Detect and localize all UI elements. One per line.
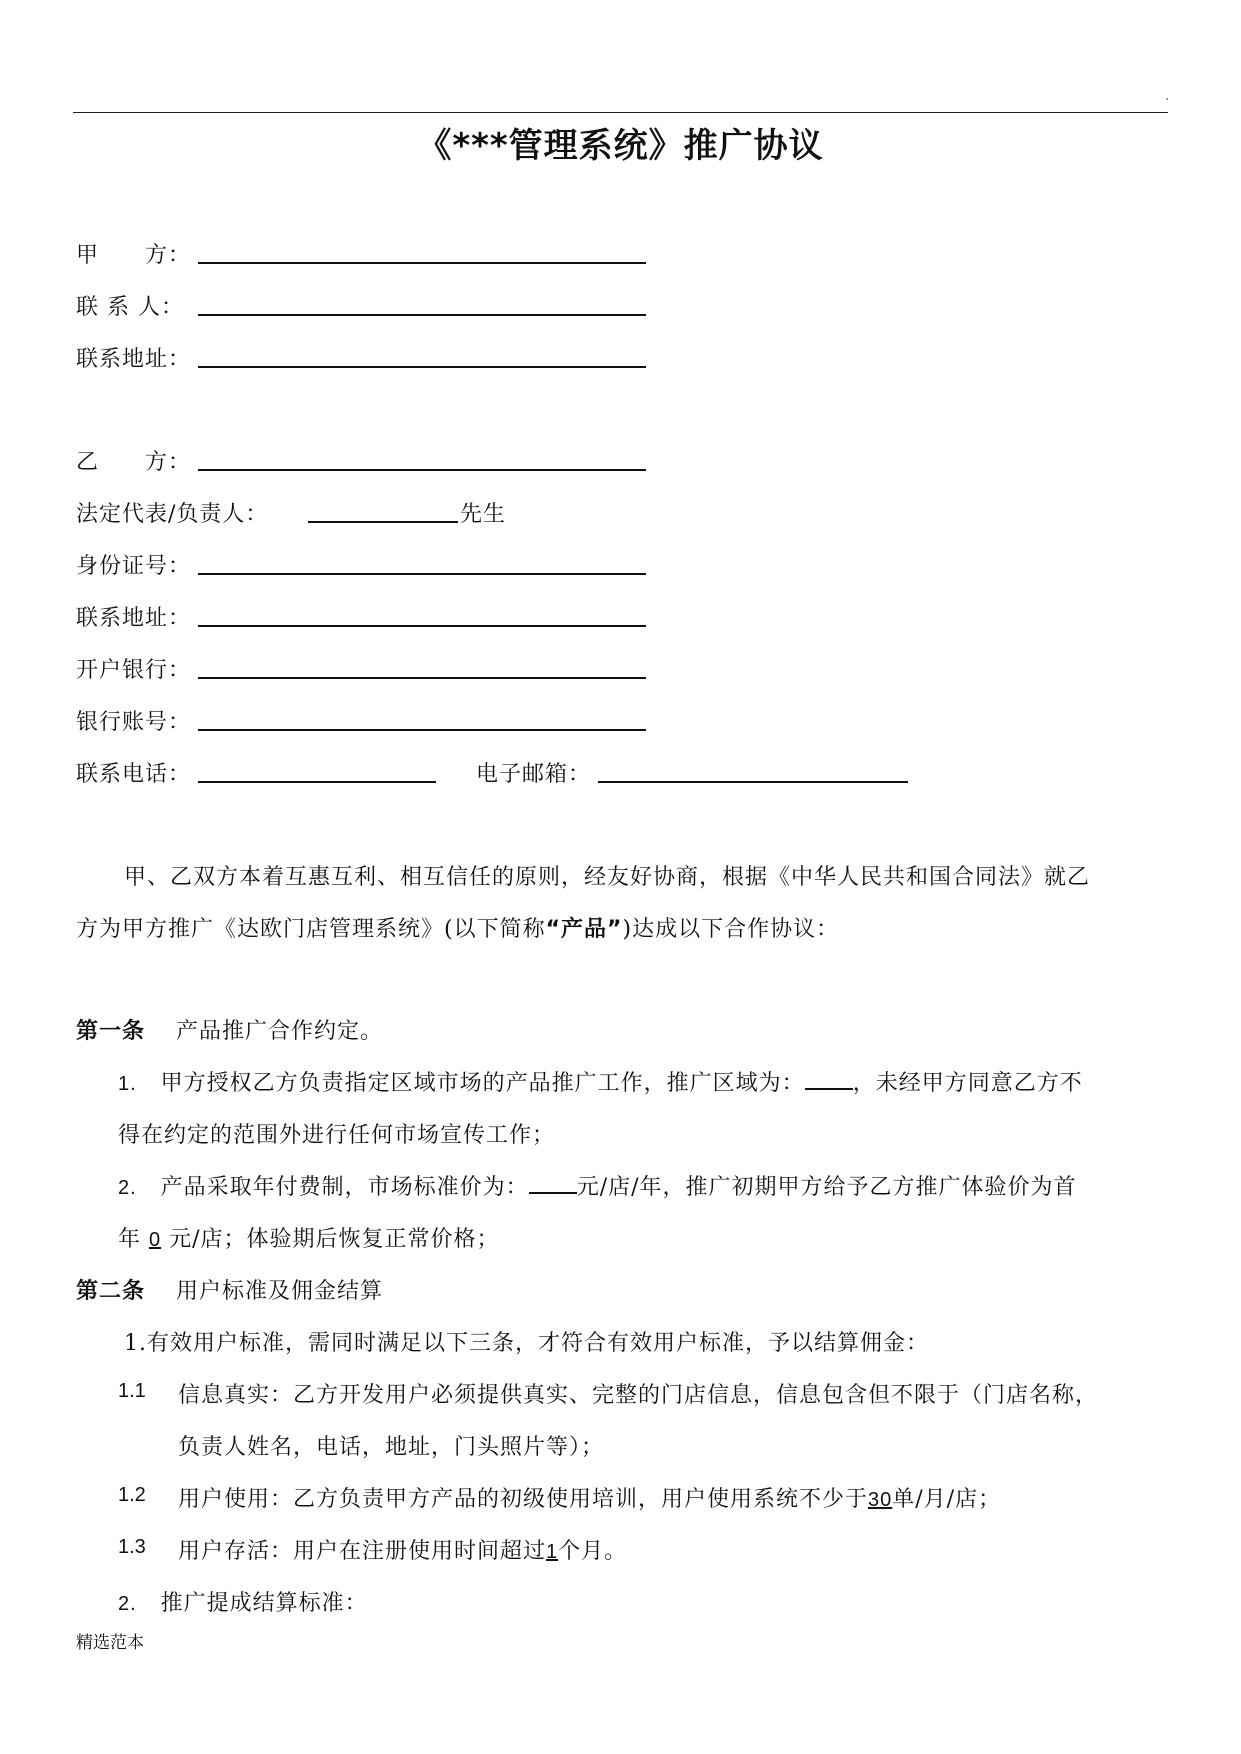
party-b-rep-label: 法定代表/负责人： <box>76 502 269 527</box>
party-b-rep-field[interactable] <box>308 521 458 523</box>
article-1-item-1-b: ，未经甲方同意乙方不 <box>852 1071 1083 1096</box>
party-b-name-field[interactable] <box>198 469 646 471</box>
article-2-item-1-3-b: 个月。 <box>558 1539 628 1564</box>
party-a-contact-field[interactable] <box>198 314 646 316</box>
article-2-item-1-2-num: 1.2 <box>118 1484 146 1506</box>
party-b-phone-field[interactable] <box>198 781 436 783</box>
document-title: 《***管理系统》推广协议 <box>417 126 824 166</box>
article-1-item-2-line-2-b: 元/店；体验期后恢复正常价格； <box>169 1227 500 1252</box>
article-2-sub-2-num: 2. <box>118 1593 137 1615</box>
article-2-item-1-1-line-1: 信息真实：乙方开发用户必须提供真实、完整的门店信息，信息包含但不限于（门店名称， <box>178 1383 1099 1408</box>
party-b-id-field[interactable] <box>198 573 646 575</box>
party-a-address-label: 联系地址： <box>76 347 192 372</box>
party-a-address-field[interactable] <box>198 366 646 368</box>
party-b-bank-label: 开户银行： <box>76 658 192 683</box>
article-1-item-2-b: 元/店/年，推广初期甲方给予乙方推广体验价为首 <box>576 1175 1077 1200</box>
header-dot: . <box>1165 88 1170 104</box>
party-a-name-label: 甲 方： <box>76 243 192 268</box>
article-2-sub-1: 1.有效用户标准，需同时满足以下三条，才符合有效用户标准，予以结算佣金： <box>124 1331 929 1356</box>
article-2-item-1-2 <box>178 1482 1001 1513</box>
party-b-name-label: 乙 方： <box>76 450 192 475</box>
trial-price-value: 0 <box>149 1229 162 1251</box>
article-1-item-1-line-2: 得在约定的范围外进行任何市场宣传工作； <box>118 1123 556 1148</box>
intro-line-2 <box>76 912 839 943</box>
article-1-heading: 第一条 <box>76 1019 146 1044</box>
article-2-item-1-3-num: 1.3 <box>118 1536 146 1558</box>
article-1-title: 产品推广合作约定。 <box>176 1019 384 1044</box>
article-1-item-2-line-2-a: 年 <box>118 1227 142 1252</box>
party-b-address-label: 联系地址： <box>76 606 192 631</box>
article-2-item-1-3-a: 用户存活：用户在注册使用时间超过 <box>178 1539 547 1564</box>
article-1-item-2-a: 产品采取年付费制，市场标准价为： <box>160 1175 529 1200</box>
article-1-heading-line <box>76 1014 383 1045</box>
article-2-item-1-1-num: 1.1 <box>118 1380 146 1402</box>
party-b-email-field[interactable] <box>598 781 908 783</box>
header-rule <box>73 112 1168 113</box>
page-footer: 精选范本 <box>76 1633 144 1653</box>
party-b-address-field[interactable] <box>198 625 646 627</box>
party-a-name-field[interactable] <box>198 262 646 264</box>
party-b-bank-field[interactable] <box>198 677 646 679</box>
article-2-heading: 第二条 <box>76 1279 146 1304</box>
party-a-contact-label: 联 系 人： <box>76 295 184 320</box>
party-b-email-label: 电子邮箱： <box>476 762 592 787</box>
article-2-item-1-2-a: 用户使用：乙方负责甲方产品的初级使用培训，用户使用系统不少于 <box>178 1487 869 1512</box>
intro-line-1: 甲、乙双方本着互惠互利、相互信任的原则，经友好协商，根据《中华人民共和国合同法》就乙 <box>124 865 1091 890</box>
party-b-id-label: 身份证号： <box>76 554 192 579</box>
party-b-rep-suffix: 先生 <box>460 502 507 527</box>
article-1-item-2-line-2 <box>118 1222 500 1253</box>
article-2-item-1-2-b: 单/月/店； <box>892 1487 1002 1512</box>
article-2-item-1-1-line-2: 负责人姓名，电话，地址，门头照片等）； <box>178 1435 605 1460</box>
article-2-title: 用户标准及佣金结算 <box>176 1279 384 1304</box>
article-1-item-2 <box>118 1170 1077 1201</box>
party-b-account-label: 银行账号： <box>76 710 192 735</box>
intro-line-2-b: )达成以下合作协议： <box>622 917 840 942</box>
retention-months-value: 1 <box>546 1541 559 1563</box>
region-blank[interactable] <box>805 1066 853 1090</box>
article-1-item-1-a: 甲方授权乙方负责指定区域市场的产品推广工作，推广区域为： <box>160 1071 805 1096</box>
article-1-item-1 <box>118 1066 1083 1097</box>
article-2-item-1-3 <box>178 1534 627 1565</box>
min-orders-value: 30 <box>868 1489 893 1511</box>
article-1-item-2-num: 2. <box>118 1177 137 1199</box>
article-1-item-1-num: 1. <box>118 1073 137 1095</box>
intro-line-2-a: 方为甲方推广《达欧门店管理系统》(以下简称 <box>76 917 546 942</box>
article-2-sub-2 <box>118 1586 368 1617</box>
article-2-heading-line <box>76 1274 383 1305</box>
intro-product-term: “产品” <box>545 917 623 942</box>
article-2-sub-2-text: 推广提成结算标准： <box>160 1591 368 1616</box>
price-blank[interactable] <box>529 1170 577 1194</box>
party-b-account-field[interactable] <box>198 729 646 731</box>
party-b-phone-label: 联系电话： <box>76 762 192 787</box>
